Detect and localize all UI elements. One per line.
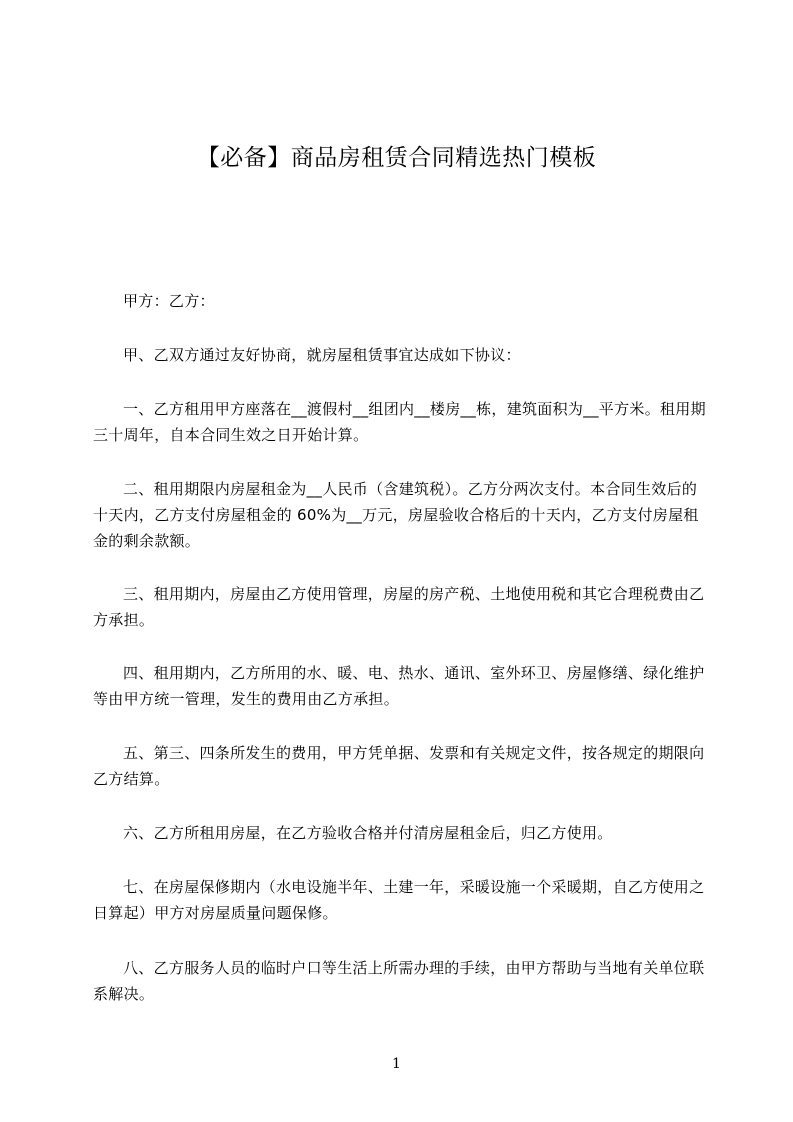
paragraph-clause-2: 二、租用期限内房屋租金为__人民币（含建筑税）。乙方分两次支付。本合同生效后的十天内，乙方支付房屋租金的 60%为__万元，房屋验收合格后的十天内，乙方支付房屋租金的剩余款额。 <box>93 480 699 550</box>
document-title: 【必备】商品房租赁合同精选热门模板 <box>196 145 597 171</box>
paragraph-clause-6: 六、乙方所租用房屋，在乙方验收合格并付清房屋租金后，归乙方使用。 <box>123 824 613 842</box>
paragraph-clause-5: 五、第三、四条所发生的费用，甲方凭单据、发票和有关规定文件，按各规定的期限向乙方结算。 <box>93 744 705 788</box>
page-number: 1 <box>392 1056 401 1072</box>
paragraph-clause-3: 三、租用期内，房屋由乙方使用管理，房屋的房产税、土地使用税和其它合理税费由乙方承担。 <box>93 585 705 629</box>
paragraph-clause-8: 八、乙方服务人员的临时户口等生活上所需办理的手续，由甲方帮助与当地有关单位联系解决。 <box>93 959 705 1003</box>
paragraph-clause-1: 一、乙方租用甲方座落在__渡假村__组团内__楼房__栋，建筑面积为__平方米。租用期三十周年，自本合同生效之日开始计算。 <box>93 400 706 444</box>
paragraph-parties: 甲方：乙方： <box>123 292 215 310</box>
paragraph-clause-7: 七、在房屋保修期内（水电设施半年、土建一年，采暖设施一个采暖期，自乙方使用之日算起）甲方对房屋质量问题保修。 <box>93 878 705 922</box>
paragraph-clause-4: 四、租用期内，乙方所用的水、暖、电、热水、通讯、室外环卫、房屋修缮、绿化维护等由甲方统一管理，发生的费用由乙方承担。 <box>93 664 705 708</box>
paragraph-intro: 甲、乙双方通过友好协商，就房屋租赁事宜达成如下协议： <box>123 346 521 364</box>
